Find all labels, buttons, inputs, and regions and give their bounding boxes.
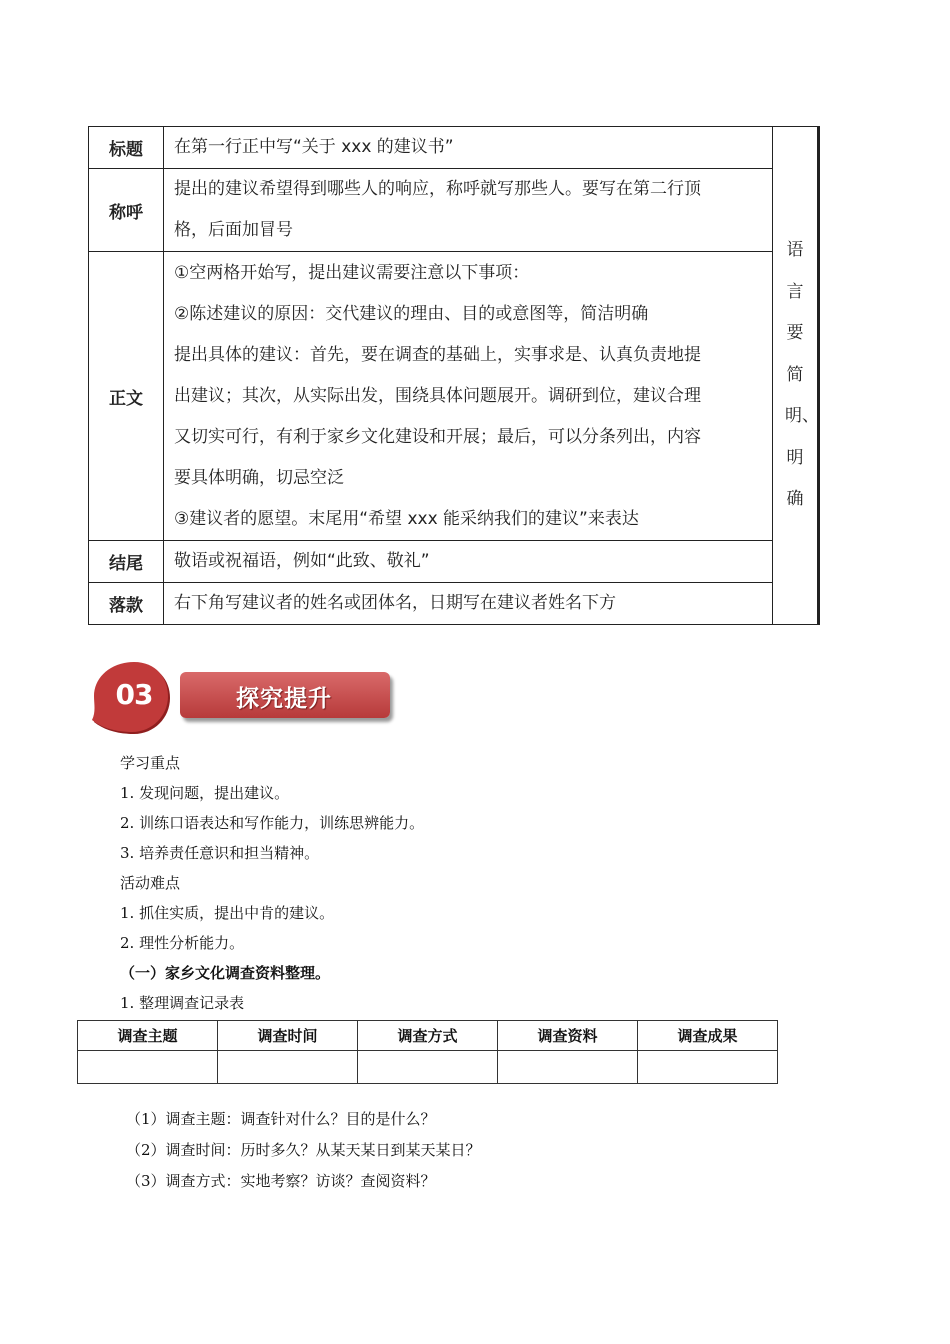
empty-cell bbox=[78, 1051, 218, 1084]
content-line: ③建议者的愿望。末尾用“希望 xxx 能采纳我们的建议”来表达 bbox=[174, 508, 639, 529]
content-line: 敬语或祝福语，例如“此致、敬礼” bbox=[174, 551, 430, 571]
table-header-row bbox=[78, 1021, 778, 1051]
empty-cell bbox=[498, 1051, 638, 1084]
content-line: 提出的建议希望得到哪些人的响应，称呼就写那些人。要写在第二行顶 bbox=[174, 179, 701, 199]
question-item: （1）调查主题：调查针对什么？目的是什么？ bbox=[126, 1110, 436, 1128]
list-item: 2. 理性分析能力。 bbox=[120, 934, 245, 952]
section-number: 03 bbox=[115, 678, 153, 711]
content-line: ②陈述建议的原因：交代建议的理由、目的或意图等，简洁明确 bbox=[174, 303, 649, 324]
list-item: 3. 培养责任意识和担当精神。 bbox=[120, 844, 320, 862]
empty-cell bbox=[218, 1051, 358, 1084]
column-header: 调查主题 bbox=[78, 1021, 218, 1051]
format-table bbox=[88, 126, 820, 625]
content-line: 在第一行正中写“关于 xxx 的建议书” bbox=[174, 137, 454, 157]
column-header: 调查成果 bbox=[638, 1021, 778, 1051]
side-note-cell bbox=[773, 127, 819, 625]
content-line: 要具体明确，切忌空泛 bbox=[174, 467, 344, 488]
content-line: 格，后面加冒号 bbox=[174, 220, 293, 240]
focus-heading: 学习重点 bbox=[120, 754, 181, 772]
table-row bbox=[89, 169, 819, 252]
question-item: （2）调查时间：历时多久？从某天某日到某天某日？ bbox=[126, 1141, 481, 1159]
table-row bbox=[78, 1051, 778, 1084]
content-line: 右下角写建议者的姓名或团体名，日期写在建议者姓名下方 bbox=[174, 593, 616, 613]
row-content bbox=[164, 541, 773, 583]
empty-cell bbox=[638, 1051, 778, 1084]
row-content bbox=[164, 127, 773, 169]
content-line: ①空两格开始写，提出建议需要注意以下事项： bbox=[174, 262, 530, 283]
table-row bbox=[89, 583, 819, 625]
list-item: 1. 抓住实质，提出中肯的建议。 bbox=[120, 904, 335, 922]
row-label: 称呼 bbox=[89, 169, 164, 252]
row-content bbox=[164, 583, 773, 625]
column-header: 调查资料 bbox=[498, 1021, 638, 1051]
lesson-content bbox=[120, 748, 820, 1018]
section-title: 探究提升 bbox=[236, 686, 332, 712]
subsection-title: （一）家乡文化调查资料整理。 bbox=[120, 964, 331, 982]
empty-cell bbox=[358, 1051, 498, 1084]
table-row bbox=[89, 252, 819, 541]
row-label: 标题 bbox=[89, 127, 164, 169]
table-row bbox=[89, 127, 819, 169]
table-row bbox=[89, 541, 819, 583]
column-header: 调查时间 bbox=[218, 1021, 358, 1051]
table-caption: 1. 整理调查记录表 bbox=[120, 994, 245, 1012]
survey-record-table bbox=[77, 1020, 778, 1084]
row-label: 正文 bbox=[89, 252, 164, 541]
row-label: 落款 bbox=[89, 583, 164, 625]
column-header: 调查方式 bbox=[358, 1021, 498, 1051]
content-line: 出建议；其次，从实际出发，围绕具体问题展开。调研到位，建议合理 bbox=[174, 385, 701, 406]
section-title-banner bbox=[180, 672, 390, 718]
row-label: 结尾 bbox=[89, 541, 164, 583]
question-list bbox=[126, 1104, 826, 1197]
row-content bbox=[164, 169, 773, 252]
question-item: （3）调查方式：实地考察？访谈？查阅资料？ bbox=[126, 1172, 436, 1190]
list-item: 1. 发现问题，提出建议。 bbox=[120, 784, 290, 802]
side-note: 语言要简明、明确 bbox=[785, 240, 819, 510]
list-item: 2. 训练口语表达和写作能力，训练思辨能力。 bbox=[120, 814, 425, 832]
row-content bbox=[164, 252, 773, 541]
content-line: 提出具体的建议：首先，要在调查的基础上，实事求是、认真负责地提 bbox=[174, 344, 701, 365]
difficulty-heading: 活动难点 bbox=[120, 874, 181, 892]
section-header bbox=[90, 660, 400, 740]
content-line: 又切实可行，有利于家乡文化建设和开展；最后，可以分条列出，内容 bbox=[174, 426, 701, 447]
